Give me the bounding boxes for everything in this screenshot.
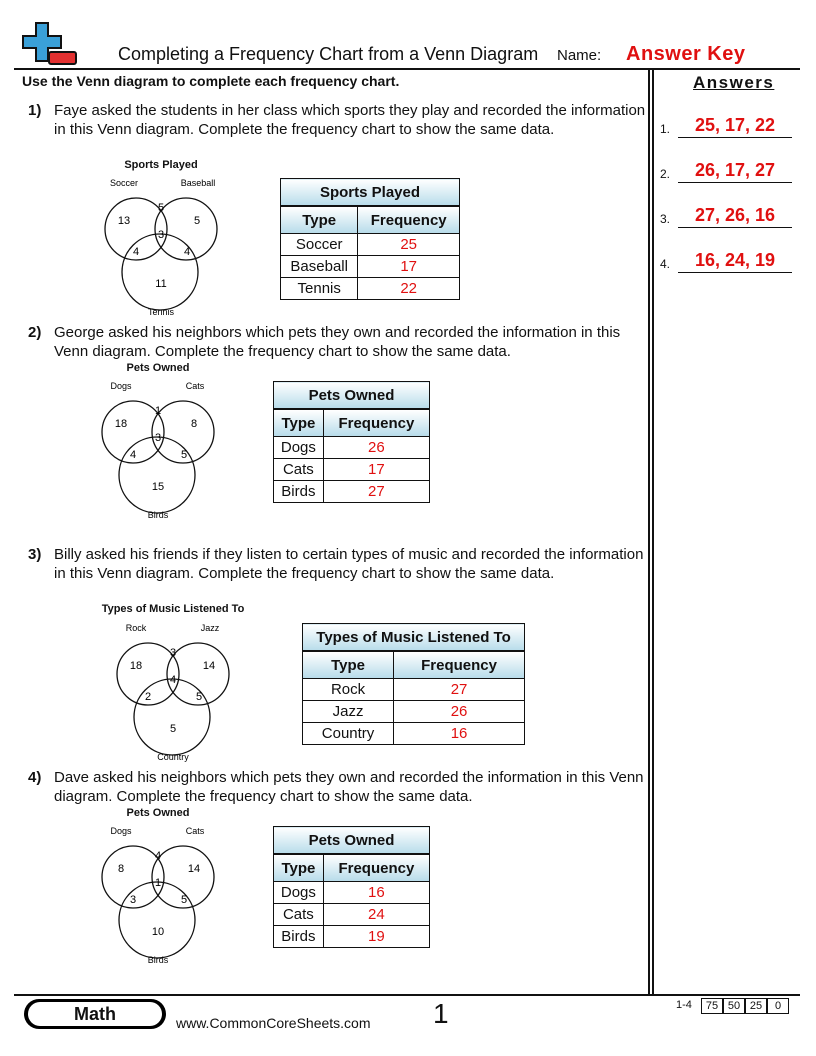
- frequency-cell: 17: [358, 256, 460, 278]
- col-frequency-header: Frequency: [394, 651, 525, 679]
- question-number: 1): [28, 102, 42, 119]
- venn-region-b: 8: [190, 418, 198, 430]
- type-cell: Jazz: [303, 701, 394, 723]
- venn-region-c: 15: [151, 481, 165, 493]
- score-box: 75: [701, 998, 723, 1014]
- table-row: [274, 904, 430, 926]
- col-type-header: Type: [274, 409, 324, 437]
- table-title: Sports Played: [281, 179, 460, 207]
- venn-region-ac: 4: [129, 449, 137, 461]
- type-cell: Country: [303, 723, 394, 745]
- venn-region-a: 18: [129, 660, 143, 672]
- page-title: Completing a Frequency Chart from a Venn Diagram: [118, 44, 539, 64]
- table-row: [274, 926, 430, 948]
- col-frequency-header: Frequency: [323, 854, 429, 882]
- venn-diagram: [100, 176, 224, 320]
- venn-title: Types of Music Listened To: [101, 603, 245, 615]
- type-cell: Soccer: [281, 234, 358, 256]
- frequency-cell: 26: [323, 437, 429, 459]
- col-frequency-header: Frequency: [358, 206, 460, 234]
- question-text: Dave asked his neighbors which pets they own and recorded the information in this Venn diagram. Complete the frequency chart to show the same data.: [54, 769, 644, 805]
- venn-title: Pets Owned: [126, 807, 190, 819]
- frequency-cell: 24: [323, 904, 429, 926]
- answer-line: [678, 137, 792, 138]
- venn-label-c: Tennis: [147, 307, 175, 317]
- subject-badge: [24, 999, 166, 1029]
- venn-region-abc: 4: [169, 674, 177, 686]
- venn-diagram: [97, 824, 221, 968]
- header-divider: [14, 68, 800, 70]
- frequency-cell: 22: [358, 278, 460, 300]
- venn-label-a: Rock: [125, 623, 147, 633]
- venn-label-b: Cats: [185, 826, 205, 836]
- venn-region-ab: 3: [169, 647, 177, 659]
- score-range-label: 1-4: [676, 999, 692, 1011]
- frequency-cell: 25: [358, 234, 460, 256]
- venn-region-a: 8: [117, 863, 125, 875]
- type-cell: Rock: [303, 679, 394, 701]
- venn-region-abc: 3: [157, 229, 165, 241]
- venn-region-ac: 2: [144, 691, 152, 703]
- venn-region-ab: 4: [154, 850, 162, 862]
- table-row: [303, 679, 525, 701]
- answer-key-label: Answer Key: [626, 43, 746, 65]
- venn-region-b: 14: [202, 660, 216, 672]
- venn-label-c: Birds: [147, 955, 169, 965]
- table-row: [274, 437, 430, 459]
- column-divider-left: [648, 70, 650, 994]
- table-row: [274, 481, 430, 503]
- table-row: [274, 459, 430, 481]
- frequency-cell: 26: [394, 701, 525, 723]
- venn-region-a: 18: [114, 418, 128, 430]
- name-label: Name:: [557, 47, 602, 64]
- answer-number: 1.: [660, 122, 671, 136]
- type-cell: Tennis: [281, 278, 358, 300]
- venn-region-abc: 1: [154, 877, 162, 889]
- frequency-cell: 27: [394, 679, 525, 701]
- answer-value: 25, 17, 22: [694, 115, 776, 135]
- question-number: 3): [28, 546, 42, 563]
- venn-region-c: 11: [155, 278, 167, 290]
- col-frequency-header: Frequency: [323, 409, 429, 437]
- venn-region-ab: 5: [157, 202, 165, 214]
- type-cell: Cats: [274, 459, 324, 481]
- answer-line: [678, 182, 792, 183]
- frequency-table: [273, 381, 430, 503]
- question-text: Billy asked his friends if they listen to certain types of music and recorded the information in this Venn diagram. Complete the frequency chart to show the same data.: [54, 546, 644, 582]
- answer-row: [660, 112, 792, 138]
- venn-label-b: Jazz: [200, 623, 220, 633]
- venn-region-b: 14: [187, 863, 201, 875]
- venn-label-c: Country: [157, 752, 189, 762]
- question-number: 4): [28, 769, 42, 786]
- question-text: George asked his neighbors which pets they own and recorded the information in this Venn diagram. Complete the frequency chart to show the same data.: [54, 324, 621, 360]
- table-row: [281, 278, 460, 300]
- venn-region-a: 13: [117, 215, 131, 227]
- venn-diagram: [112, 621, 236, 765]
- venn-label-b: Baseball: [180, 178, 216, 188]
- answer-value: 27, 26, 16: [694, 205, 776, 225]
- answer-number: 4.: [660, 257, 671, 271]
- table-title: Pets Owned: [274, 382, 430, 410]
- table-row: [274, 882, 430, 904]
- type-cell: Dogs: [274, 882, 324, 904]
- table-title: Types of Music Listened To: [303, 624, 525, 652]
- venn-region-b: 5: [193, 215, 201, 227]
- score-box: 25: [745, 998, 767, 1014]
- subject-label: Math: [28, 1002, 162, 1026]
- type-cell: Birds: [274, 926, 324, 948]
- answer-line: [678, 227, 792, 228]
- frequency-cell: 16: [394, 723, 525, 745]
- table-row: [303, 723, 525, 745]
- answer-row: [660, 202, 792, 228]
- score-box: 50: [723, 998, 745, 1014]
- venn-region-c: 10: [151, 926, 165, 938]
- venn-label-a: Soccer: [109, 178, 139, 188]
- venn-region-bc: 4: [183, 246, 191, 258]
- frequency-cell: 17: [323, 459, 429, 481]
- column-divider-right: [652, 70, 654, 994]
- instructions: Use the Venn diagram to complete each frequency chart.: [22, 73, 400, 89]
- col-type-header: Type: [274, 854, 324, 882]
- venn-region-bc: 5: [195, 691, 203, 703]
- col-type-header: Type: [303, 651, 394, 679]
- venn-region-ac: 4: [132, 246, 140, 258]
- venn-region-ab: 1: [154, 405, 162, 417]
- answer-value: 26, 17, 27: [694, 160, 776, 180]
- answer-line: [678, 272, 792, 273]
- frequency-cell: 27: [323, 481, 429, 503]
- logo-plus-minus-icon: [22, 22, 78, 68]
- answer-number: 3.: [660, 212, 671, 226]
- venn-region-bc: 5: [180, 894, 188, 906]
- table-row: [303, 701, 525, 723]
- footer-divider: [14, 994, 800, 996]
- type-cell: Birds: [274, 481, 324, 503]
- answer-number: 2.: [660, 167, 671, 181]
- col-type-header: Type: [281, 206, 358, 234]
- venn-label-a: Dogs: [110, 381, 132, 391]
- table-title: Pets Owned: [274, 827, 430, 855]
- type-cell: Cats: [274, 904, 324, 926]
- answer-row: [660, 247, 792, 273]
- type-cell: Dogs: [274, 437, 324, 459]
- frequency-cell: 19: [323, 926, 429, 948]
- venn-title: Pets Owned: [126, 362, 190, 374]
- venn-region-bc: 5: [180, 449, 188, 461]
- venn-label-b: Cats: [185, 381, 205, 391]
- answers-heading: Answers: [693, 73, 775, 92]
- page-number: 1: [433, 998, 449, 1029]
- table-row: [281, 234, 460, 256]
- venn-diagram: [97, 379, 221, 523]
- website-link[interactable]: www.CommonCoreSheets.com: [176, 1015, 371, 1031]
- frequency-table: [273, 826, 430, 948]
- question-text: Faye asked the students in her class which sports they play and recorded the information in this Venn diagram. Complete the frequency chart to show the same data.: [54, 102, 646, 138]
- table-row: [281, 256, 460, 278]
- answer-row: [660, 157, 792, 183]
- venn-region-abc: 3: [154, 432, 162, 444]
- question-number: 2): [28, 324, 42, 341]
- score-box: 0: [767, 998, 789, 1014]
- venn-region-c: 5: [169, 723, 177, 735]
- venn-region-ac: 3: [129, 894, 137, 906]
- venn-title: Sports Played: [124, 159, 198, 171]
- frequency-cell: 16: [323, 882, 429, 904]
- venn-label-c: Birds: [147, 510, 169, 520]
- frequency-table: [302, 623, 525, 745]
- venn-label-a: Dogs: [110, 826, 132, 836]
- frequency-table: [280, 178, 460, 300]
- type-cell: Baseball: [281, 256, 358, 278]
- answer-value: 16, 24, 19: [694, 250, 776, 270]
